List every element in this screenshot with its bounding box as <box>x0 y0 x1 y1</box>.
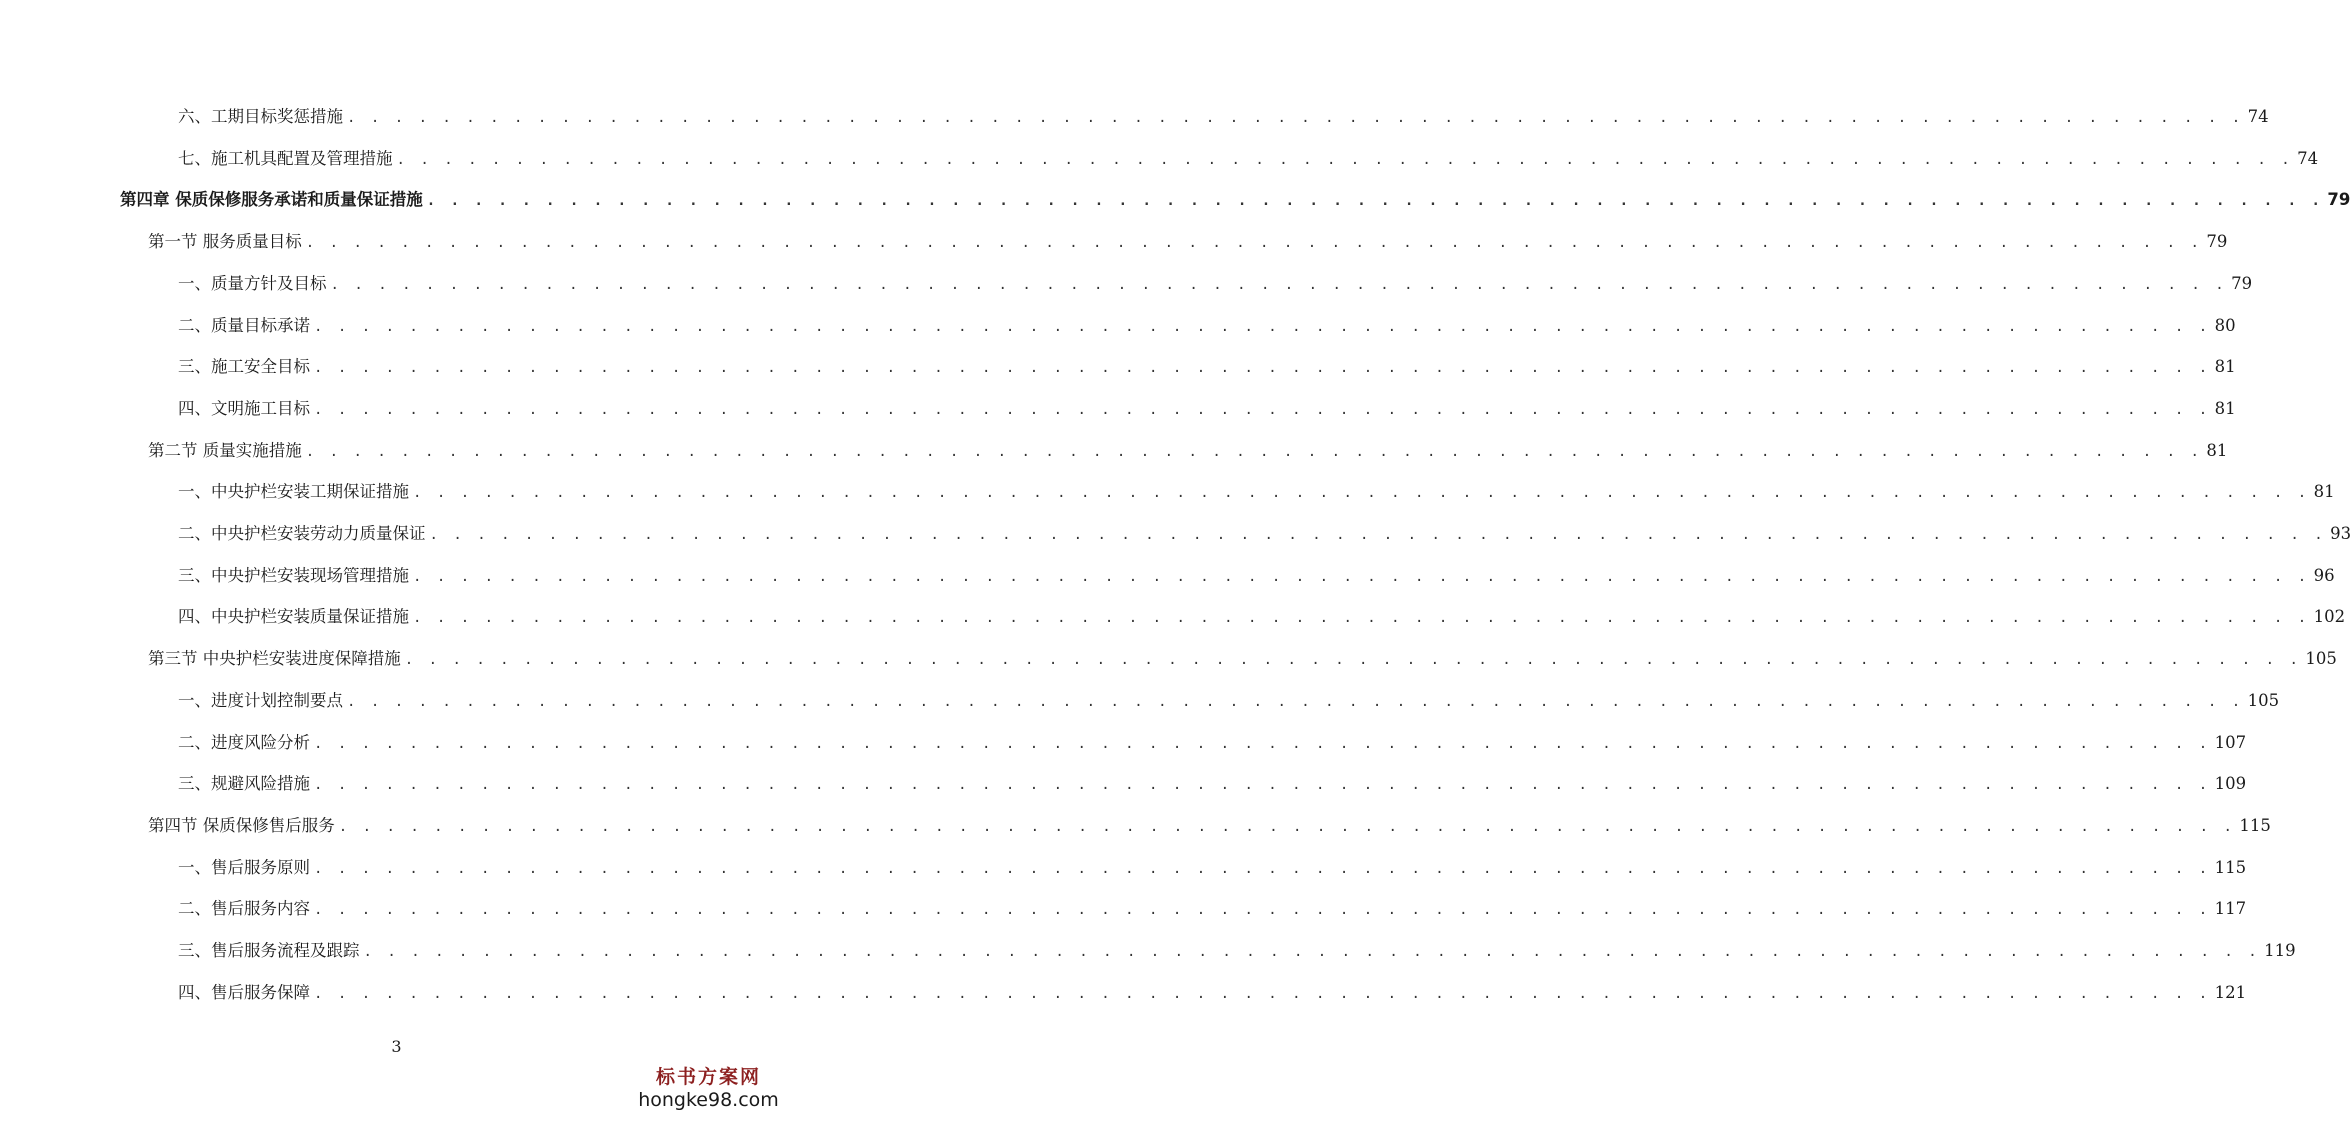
toc-entry-page: 79 <box>2206 232 2228 252</box>
toc-dot-leader: . . . . . . . . . . . . . . . . . . . . . . . . . . . . . . . . . . . . . . . . . . . . . . . . . . . . . . . . . . . . . . . . . . . . . . . . . . . . . . . . <box>314 985 2211 1002</box>
toc-entry-title: 第一节 服务质量目标 <box>148 232 302 252</box>
toc-entry-title: 第四章 保质保修服务承诺和质量保证措施 <box>120 190 423 210</box>
toc-entry[interactable] <box>178 145 2319 173</box>
toc-entry-title: 四、文明施工目标 <box>178 398 310 418</box>
toc-entry[interactable] <box>148 228 2228 256</box>
toc-entry[interactable] <box>178 770 2247 798</box>
toc-dot-leader: . . . . . . . . . . . . . . . . . . . . . . . . . . . . . . . . . . . . . . . . . . . . . . . . . . . . . . . . . . . . . . . . . . . . . . . . . . . . . . . . <box>314 777 2211 794</box>
toc-dot-leader: . . . . . . . . . . . . . . . . . . . . . . . . . . . . . . . . . . . . . . . . . . . . . . . . . . . . . . . . . . . . . . . . . . . . . . . . . . . . . . . . <box>363 944 2261 960</box>
toc-entry[interactable] <box>178 270 2253 298</box>
toc-entry[interactable] <box>178 687 2280 715</box>
toc-dot-leader: . . . . . . . . . . . . . . . . . . . . . . . . . . . . . . . . . . . . . . . . . . . . . . . . . . . . . . . . . . . . . . . . . . . . . . . . . . . . . . . . <box>314 360 2211 377</box>
toc-entry-page: 119 <box>2264 941 2296 960</box>
toc-entry-title: 七、施工机具配置及管理措施 <box>178 148 393 168</box>
toc-dot-leader: . . . . . . . . . . . . . . . . . . . . . . . . . . . . . . . . . . . . . . . . . . . . . . . . . . . . . . . . . . . . . . . . . . . . . . . . . . . . . . . . <box>305 443 2203 460</box>
toc-dot-leader: . . . . . . . . . . . . . . . . . . . . . . . . . . . . . . . . . . . . . . . . . . . . . . . . . . . . . . . . . . . . . . . . . . . . . . . . . . . . . . . . <box>396 151 2294 168</box>
toc-entry-page: 93 <box>2330 524 2351 543</box>
toc-entry-title: 三、中央护栏安装现场管理措施 <box>178 565 409 585</box>
toc-dot-leader: . . . . . . . . . . . . . . . . . . . . . . . . . . . . . . . . . . . . . . . . . . . . . . . . . . . . . . . . . . . . . . . . . . . . . . . . . . . . . . . . <box>330 276 2228 293</box>
toc-entry-page: 105 <box>2247 690 2280 710</box>
toc-dot-leader: . . . . . . . . . . . . . . . . . . . . . . . . . . . . . . . . . . . . . . . . . . . . . . . . . . . . . . . . . . . . . . . . . . . . . . . . . . . . . . . . <box>413 610 2310 627</box>
toc-entry[interactable] <box>148 437 2228 465</box>
toc-entry-title: 三、售后服务流程及跟踪 <box>178 941 360 960</box>
toc-entry-page: 96 <box>2313 565 2335 585</box>
toc-entry-title: 二、中央护栏安装劳动力质量保证 <box>178 524 426 543</box>
toc-entry-title: 三、施工安全目标 <box>178 357 310 377</box>
toc-dot-leader: . . . . . . . . . . . . . . . . . . . . . . . . . . . . . . . . . . . . . . . . . . . . . . . . . . . . . . . . . . . . . . . . . . . . . . . . . . . . . . . . <box>413 568 2310 585</box>
toc-dot-leader: . . . . . . . . . . . . . . . . . . . . . . . . . . . . . . . . . . . . . . . . . . . . . . . . . . . . . . . . . . . . . . . . . . . . . . . . . . . . . . . . <box>314 318 2211 335</box>
toc-dot-leader: . . . . . . . . . . . . . . . . . . . . . . . . . . . . . . . . . . . . . . . . . . . . . . . . . . . . . . . . . . . . . . . . . . . . . . . . . . . . . . . . <box>314 860 2211 877</box>
toc-entry-page: 74 <box>2297 148 2319 168</box>
toc-entry[interactable] <box>178 603 2346 631</box>
toc-entry-page: 105 <box>2305 649 2337 669</box>
toc-entry-page: 115 <box>2214 857 2247 877</box>
toc-entry[interactable] <box>178 854 2247 882</box>
toc-entry-page: 80 <box>2214 315 2236 335</box>
toc-dot-leader: . . . . . . . . . . . . . . . . . . . . . . . . . . . . . . . . . . . . . . . . . . . . . . . . . . . . . . . . . . . . . . . . . . . . . . . . . . . . . . . . <box>404 652 2302 669</box>
toc-entry-page: 107 <box>2214 732 2247 752</box>
toc-entry-page: 121 <box>2214 982 2247 1002</box>
page-number: 3 <box>391 1037 402 1056</box>
watermark-title: 标书方案网 <box>655 1066 761 1088</box>
toc-dot-leader: . . . . . . . . . . . . . . . . . . . . . . . . . . . . . . . . . . . . . . . . . . . . . . . . . . . . . . . . . . . . . . . . . . . . . . . . . . . . . . . . <box>413 485 2310 502</box>
toc-entry-page: 81 <box>2313 482 2335 502</box>
toc-entry-page: 81 <box>2214 357 2236 377</box>
toc-dot-leader: . . . . . . . . . . . . . . . . . . . . . . . . . . . . . . . . . . . . . . . . . . . . . . . . . . . . . . . . . . . . . . . . . . . . . . . . . . . . . . . . <box>426 193 2324 210</box>
toc-entry-title: 一、进度计划控制要点 <box>178 690 343 710</box>
toc-entry-page: 102 <box>2313 607 2346 627</box>
toc-entry[interactable] <box>178 312 2236 340</box>
toc-dot-leader: . . . . . . . . . . . . . . . . . . . . . . . . . . . . . . . . . . . . . . . . . . . . . . . . . . . . . . . . . . . . . . . . . . . . . . . . . . . . . . . . <box>347 693 2244 710</box>
toc-entry[interactable] <box>148 645 2337 673</box>
toc-entry-title: 第三节 中央护栏安装进度保障措施 <box>148 649 401 669</box>
toc-entry-title: 二、进度风险分析 <box>178 732 310 752</box>
toc-dot-leader: . . . . . . . . . . . . . . . . . . . . . . . . . . . . . . . . . . . . . . . . . . . . . . . . . . . . . . . . . . . . . . . . . . . . . . . . . . . . . . . . <box>338 818 2236 835</box>
toc-entry-title: 第四节 保质保修售后服务 <box>148 815 335 835</box>
toc-entry[interactable] <box>178 103 2269 131</box>
toc-entry[interactable] <box>178 520 2351 548</box>
toc-dot-leader: . . . . . . . . . . . . . . . . . . . . . . . . . . . . . . . . . . . . . . . . . . . . . . . . . . . . . . . . . . . . . . . . . . . . . . . . . . . . . . . . <box>314 735 2211 752</box>
toc-dot-leader: . . . . . . . . . . . . . . . . . . . . . . . . . . . . . . . . . . . . . . . . . . . . . . . . . . . . . . . . . . . . . . . . . . . . . . . . . . . . . . . . <box>314 401 2211 418</box>
toc-entry[interactable] <box>178 937 2296 965</box>
watermark-logo <box>636 1066 781 1112</box>
toc-entry[interactable] <box>148 812 2271 840</box>
toc-entry[interactable] <box>178 478 2335 506</box>
toc-entry-title: 二、质量目标承诺 <box>178 315 310 335</box>
toc-entry-title: 四、售后服务保障 <box>178 982 310 1002</box>
toc-entry-title: 一、质量方针及目标 <box>178 273 327 293</box>
toc-entry-title: 一、中央护栏安装工期保证措施 <box>178 482 409 502</box>
toc-entry-page: 74 <box>2247 107 2269 126</box>
toc-entry-page: 109 <box>2214 774 2247 794</box>
toc-entry[interactable] <box>178 895 2247 923</box>
toc-entry[interactable] <box>120 186 2351 214</box>
toc-entry-title: 六、工期目标奖惩措施 <box>178 107 343 126</box>
toc-entry[interactable] <box>178 979 2247 1007</box>
toc-entry-title: 二、售后服务内容 <box>178 899 310 919</box>
toc-entry-page: 79 <box>2327 190 2351 210</box>
toc-entry-page: 81 <box>2214 398 2236 418</box>
toc-entry-title: 一、售后服务原则 <box>178 857 310 877</box>
toc-entry-title: 三、规避风险措施 <box>178 774 310 794</box>
toc-dot-leader: . . . . . . . . . . . . . . . . . . . . . . . . . . . . . . . . . . . . . . . . . . . . . . . . . . . . . . . . . . . . . . . . . . . . . . . . . . . . . . . . <box>314 902 2211 919</box>
toc-entry[interactable] <box>178 562 2335 590</box>
toc-entry-page: 81 <box>2206 440 2228 460</box>
toc-dot-leader: . . . . . . . . . . . . . . . . . . . . . . . . . . . . . . . . . . . . . . . . . . . . . . . . . . . . . . . . . . . . . . . . . . . . . . . . . . . . . . . . <box>347 110 2244 126</box>
toc-entry-title: 第二节 质量实施措施 <box>148 440 302 460</box>
toc-dot-leader: . . . . . . . . . . . . . . . . . . . . . . . . . . . . . . . . . . . . . . . . . . . . . . . . . . . . . . . . . . . . . . . . . . . . . . . . . . . . . . . . <box>429 527 2327 543</box>
toc-dot-leader: . . . . . . . . . . . . . . . . . . . . . . . . . . . . . . . . . . . . . . . . . . . . . . . . . . . . . . . . . . . . . . . . . . . . . . . . . . . . . . . . <box>305 235 2203 252</box>
toc-entry-page: 79 <box>2231 273 2253 293</box>
toc-entry[interactable] <box>178 395 2236 423</box>
toc-entry-page: 115 <box>2239 815 2271 835</box>
toc-entry-page: 117 <box>2214 899 2247 919</box>
toc-entry-title: 四、中央护栏安装质量保证措施 <box>178 607 409 627</box>
watermark-url: hongke98.com <box>638 1089 779 1111</box>
toc-entry[interactable] <box>178 353 2236 381</box>
toc-entry[interactable] <box>178 729 2247 757</box>
